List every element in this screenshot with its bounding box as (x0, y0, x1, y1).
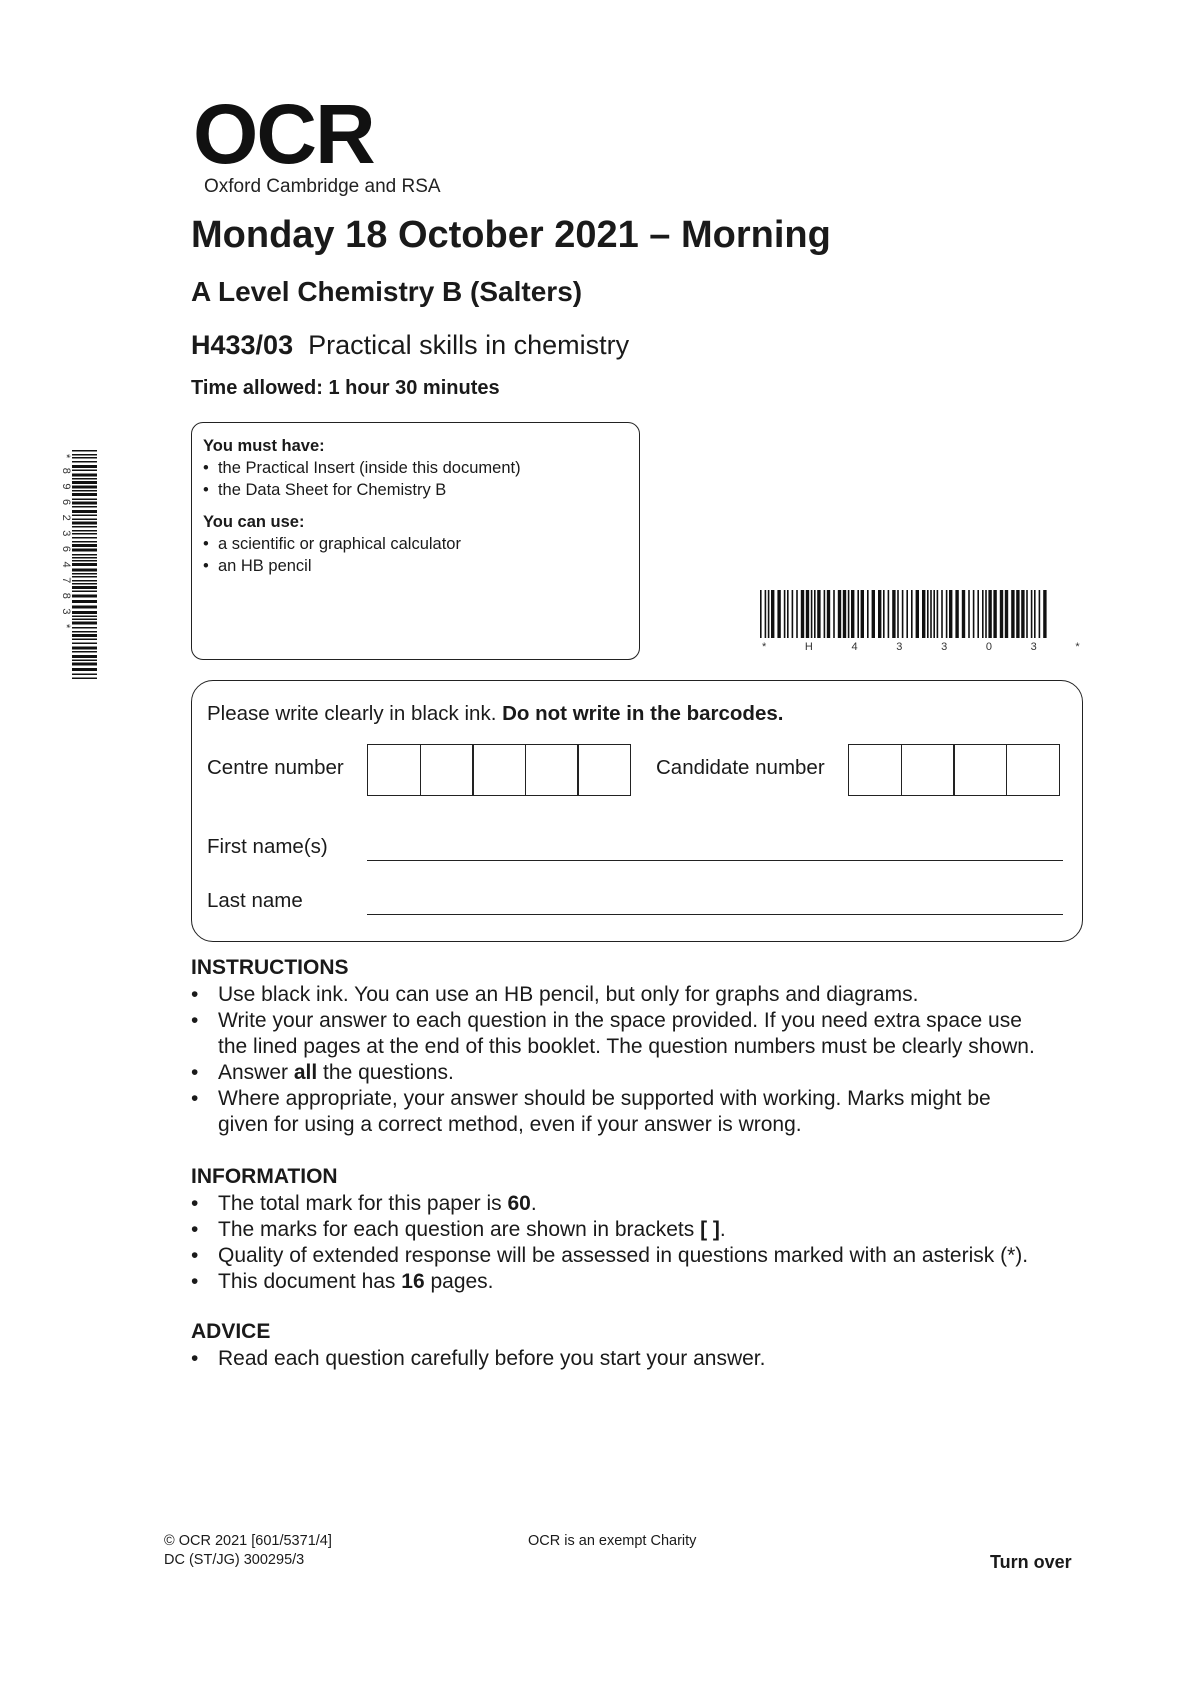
must-have-item: • the Data Sheet for Chemistry B (203, 481, 447, 499)
list-item: • Where appropriate, your answer should be supported with working. Marks might be given for using a correct method, even if your answer is wrong. (191, 1087, 991, 1136)
horizontal-barcode (760, 590, 1098, 653)
first-name-label: First name(s) (207, 835, 328, 858)
list-item: • The total mark for this paper is 60. (191, 1192, 537, 1215)
list-item: • Answer all the questions. (191, 1061, 454, 1084)
requirements-box (191, 422, 640, 660)
instructions-heading: INSTRUCTIONS (191, 956, 349, 979)
list-item: • This document has 16 pages. (191, 1270, 494, 1293)
centre-number-cell[interactable] (525, 744, 579, 796)
vertical-barcode (55, 450, 97, 680)
last-name-label: Last name (207, 889, 303, 912)
ocr-logo-subtitle: Oxford Cambridge and RSA (204, 176, 441, 197)
candidate-number-label: Candidate number (656, 756, 825, 779)
centre-number-cell[interactable] (472, 744, 526, 796)
candidate-number-field[interactable] (848, 744, 1060, 796)
centre-number-cell[interactable] (367, 744, 421, 796)
can-use-item: • an HB pencil (203, 557, 312, 575)
exam-date: Monday 18 October 2021 – Morning (191, 214, 831, 256)
horizontal-barcode-text: * H 4 3 3 0 3 * (762, 641, 1098, 653)
first-name-field[interactable] (367, 860, 1063, 861)
paper-title (191, 330, 629, 361)
candidate-number-cell[interactable] (848, 744, 902, 796)
document-code: DC (ST/JG) 300295/3 (164, 1552, 305, 1568)
footer-copyright (164, 1532, 332, 1570)
list-item: • Use black ink. You can use an HB pencil, but only for graphs and diagrams. (191, 983, 919, 1006)
candidate-number-cell[interactable] (953, 744, 1007, 796)
centre-number-cell[interactable] (577, 744, 631, 796)
advice-heading: ADVICE (191, 1320, 271, 1343)
candidate-number-cell[interactable] (1006, 744, 1060, 796)
exam-subject: A Level Chemistry B (Salters) (191, 276, 583, 307)
vertical-barcode-text: *8962364783* (60, 454, 72, 638)
paper-name: Practical skills in chemistry (308, 330, 630, 360)
centre-number-cell[interactable] (420, 744, 474, 796)
must-have-heading: You must have: (203, 437, 325, 455)
time-allowed: Time allowed: 1 hour 30 minutes (191, 377, 500, 399)
centre-number-field[interactable] (367, 744, 631, 796)
can-use-heading: You can use: (203, 513, 305, 531)
must-have-item: • the Practical Insert (inside this document) (203, 459, 521, 477)
last-name-field[interactable] (367, 914, 1063, 915)
information-heading: INFORMATION (191, 1165, 338, 1188)
instructions-list (191, 982, 1091, 1138)
candidate-number-cell[interactable] (901, 744, 955, 796)
advice-list (191, 1346, 1091, 1372)
list-item: • Read each question carefully before you start your answer. (191, 1347, 766, 1370)
copyright-text: © OCR 2021 [601/5371/4] (164, 1533, 332, 1549)
list-item: • Write your answer to each question in the space provided. If you need extra space use the lined pages at the end of this booklet. The question numbers must be clearly shown. (191, 1009, 1035, 1058)
charity-note: OCR is an exempt Charity (528, 1533, 697, 1549)
can-use-item: • a scientific or graphical calculator (203, 535, 461, 553)
paper-code: H433/03 (191, 330, 294, 360)
turn-over: Turn over (990, 1552, 1072, 1572)
ink-instruction: Please write clearly in black ink. Do not write in the barcodes. (207, 702, 784, 725)
information-list (191, 1191, 1091, 1295)
centre-number-label: Centre number (207, 756, 344, 779)
list-item: • The marks for each question are shown in brackets [ ]. (191, 1218, 726, 1241)
ocr-logo: OCR (193, 87, 374, 181)
list-item: • Quality of extended response will be assessed in questions marked with an asterisk (*). (191, 1244, 1029, 1267)
